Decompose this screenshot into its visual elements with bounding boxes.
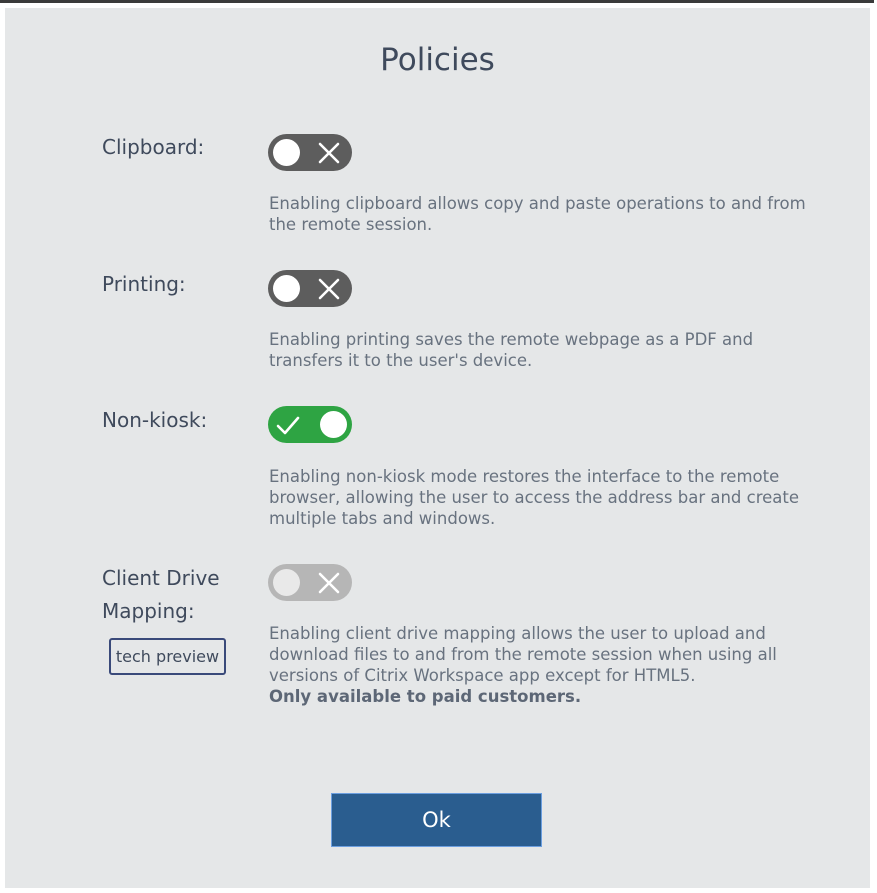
toggle-knob [273,275,300,302]
x-icon [316,570,342,596]
non-kiosk-label: Non-kiosk: [102,408,208,432]
client-drive-mapping-label [102,562,220,628]
policies-dialog [5,8,870,888]
x-icon [316,276,342,302]
printing-label: Printing: [102,272,186,296]
toggle-knob [273,569,300,596]
non-kiosk-description: Enabling non-kiosk mode restores the interface to the remote browser, allowing the user to access the address bar and create multiple tabs and windows. [269,467,800,528]
client-drive-mapping-toggle [268,564,352,601]
window-top-border [0,0,877,3]
client-drive-mapping-description [269,623,809,707]
client-drive-mapping-description-text: Enabling client drive mapping allows the user to upload and download files to and from the remote session when using all versions of Citrix Workspace app except for HTML5. [269,624,777,685]
paid-customers-note: Only available to paid customers. [269,687,582,706]
printing-toggle[interactable] [268,270,352,307]
printing-description: Enabling printing saves the remote webpage as a PDF and transfers it to the user's device. [269,330,754,370]
non-kiosk-toggle[interactable] [268,406,352,443]
dialog-title: Policies [380,42,495,78]
toggle-knob [320,411,347,438]
clipboard-label: Clipboard: [102,135,205,159]
toggle-knob [273,139,300,166]
x-icon [316,140,342,166]
clipboard-toggle[interactable] [268,134,352,171]
tech-preview-badge: tech preview [109,638,226,675]
client-drive-mapping-label-line2: Mapping: [102,599,195,623]
client-drive-mapping-label-line1: Client Drive [102,566,220,590]
clipboard-description: Enabling clipboard allows copy and paste operations to and from the remote session. [269,194,806,234]
check-icon [275,412,301,438]
ok-button[interactable]: Ok [331,793,542,847]
